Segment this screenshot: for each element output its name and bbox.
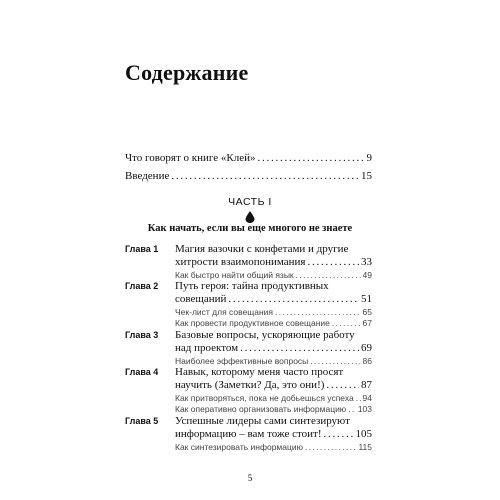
leader-dots — [326, 379, 359, 391]
page-title: Содержание — [125, 60, 249, 85]
subsection-page: 49 — [362, 270, 372, 280]
chapter-title-line[interactable]: Магия вазочки с конфетами и другие — [175, 243, 349, 255]
subsection-entry[interactable] — [175, 318, 372, 328]
subsection-title: Наиболее эффективные вопросы — [175, 356, 309, 366]
chapter-title-line[interactable]: Успешные лидеры сами синтезируют — [175, 415, 350, 427]
toc-entry-title: Что говорят о книге «Клей» — [125, 152, 256, 164]
subsection-page: 115 — [358, 442, 372, 452]
chapter-entry[interactable] — [175, 379, 372, 391]
chapter-page: 87 — [361, 379, 372, 391]
subsection-page: 67 — [362, 318, 372, 328]
subsection-title: Как притворяться, пока не добьешься успеха — [175, 393, 354, 403]
toc-entry-page: 15 — [361, 170, 372, 182]
chapter-title-line: научить (Заметки? Да, это они!) — [175, 379, 325, 391]
leader-dots — [228, 293, 359, 305]
leader-dots — [332, 318, 361, 328]
chapter-page: 51 — [361, 293, 372, 305]
chapter-page: 69 — [361, 342, 372, 354]
toc-entry-title: Введение — [125, 170, 170, 182]
subsection-title: Как быстро найти общий язык — [175, 270, 294, 280]
subsection-title: Чек-лист для совещания — [175, 307, 274, 317]
chapter-title-line: хитрости взаимопонимания — [175, 256, 306, 268]
chapter-title-line[interactable]: Навык, которому меня часто просят — [175, 366, 344, 378]
chapter-title-line: информацию – вам тоже стоит! — [175, 428, 322, 440]
chapter-page: 105 — [355, 428, 372, 440]
chapter-title-line: совещаний — [175, 293, 227, 305]
chapter-entry[interactable] — [175, 256, 372, 268]
toc-entry-page: 9 — [366, 152, 372, 164]
subsection-entry[interactable] — [175, 393, 372, 403]
chapter-label: Глава 1 — [125, 244, 159, 254]
subsection-title: Как синтезировать информацию — [175, 442, 303, 452]
part-subtitle: Как начать, если вы еще многого не знаете — [147, 223, 353, 234]
subsection-page: 65 — [362, 307, 372, 317]
page-number: 5 — [247, 473, 253, 483]
subsection-title: Как провести продуктивное совещание — [175, 318, 330, 328]
chapter-label: Глава 4 — [125, 367, 159, 377]
subsection-title: Как оперативно организовать информацию — [175, 404, 347, 414]
leader-dots — [258, 152, 365, 164]
leader-dots — [171, 170, 359, 182]
chapter-entry[interactable] — [175, 428, 372, 440]
leader-dots — [275, 307, 361, 317]
leader-dots — [307, 256, 359, 268]
chapter-title-line[interactable]: Путь героя: тайна продуктивных — [175, 280, 329, 292]
subsection-entry[interactable] — [175, 404, 372, 414]
leader-dots — [348, 404, 356, 414]
subsection-page: 103 — [357, 404, 372, 414]
leader-dots — [305, 442, 356, 452]
subsection-entry[interactable] — [175, 307, 372, 317]
toc-entry-reviews[interactable] — [125, 152, 372, 164]
chapter-label: Глава 3 — [125, 330, 159, 340]
chapter-title-line[interactable]: Базовые вопросы, ускоряющие работу — [175, 329, 355, 341]
drop-icon — [245, 211, 255, 223]
chapter-entry[interactable] — [175, 342, 372, 354]
chapter-page: 33 — [361, 256, 372, 268]
chapter-label: Глава 2 — [125, 281, 159, 291]
part-label: ЧАСТЬ I — [228, 196, 272, 208]
toc-entry-introduction[interactable] — [125, 170, 372, 182]
chapter-label: Глава 5 — [125, 416, 159, 426]
leader-dots — [324, 428, 354, 440]
chapter-entry[interactable] — [175, 293, 372, 305]
subsection-page: 86 — [362, 356, 372, 366]
subsection-page: 94 — [362, 393, 372, 403]
leader-dots — [240, 342, 359, 354]
leader-dots — [356, 393, 361, 403]
subsection-entry[interactable] — [175, 442, 372, 452]
chapter-title-line: над проектом — [175, 342, 239, 354]
